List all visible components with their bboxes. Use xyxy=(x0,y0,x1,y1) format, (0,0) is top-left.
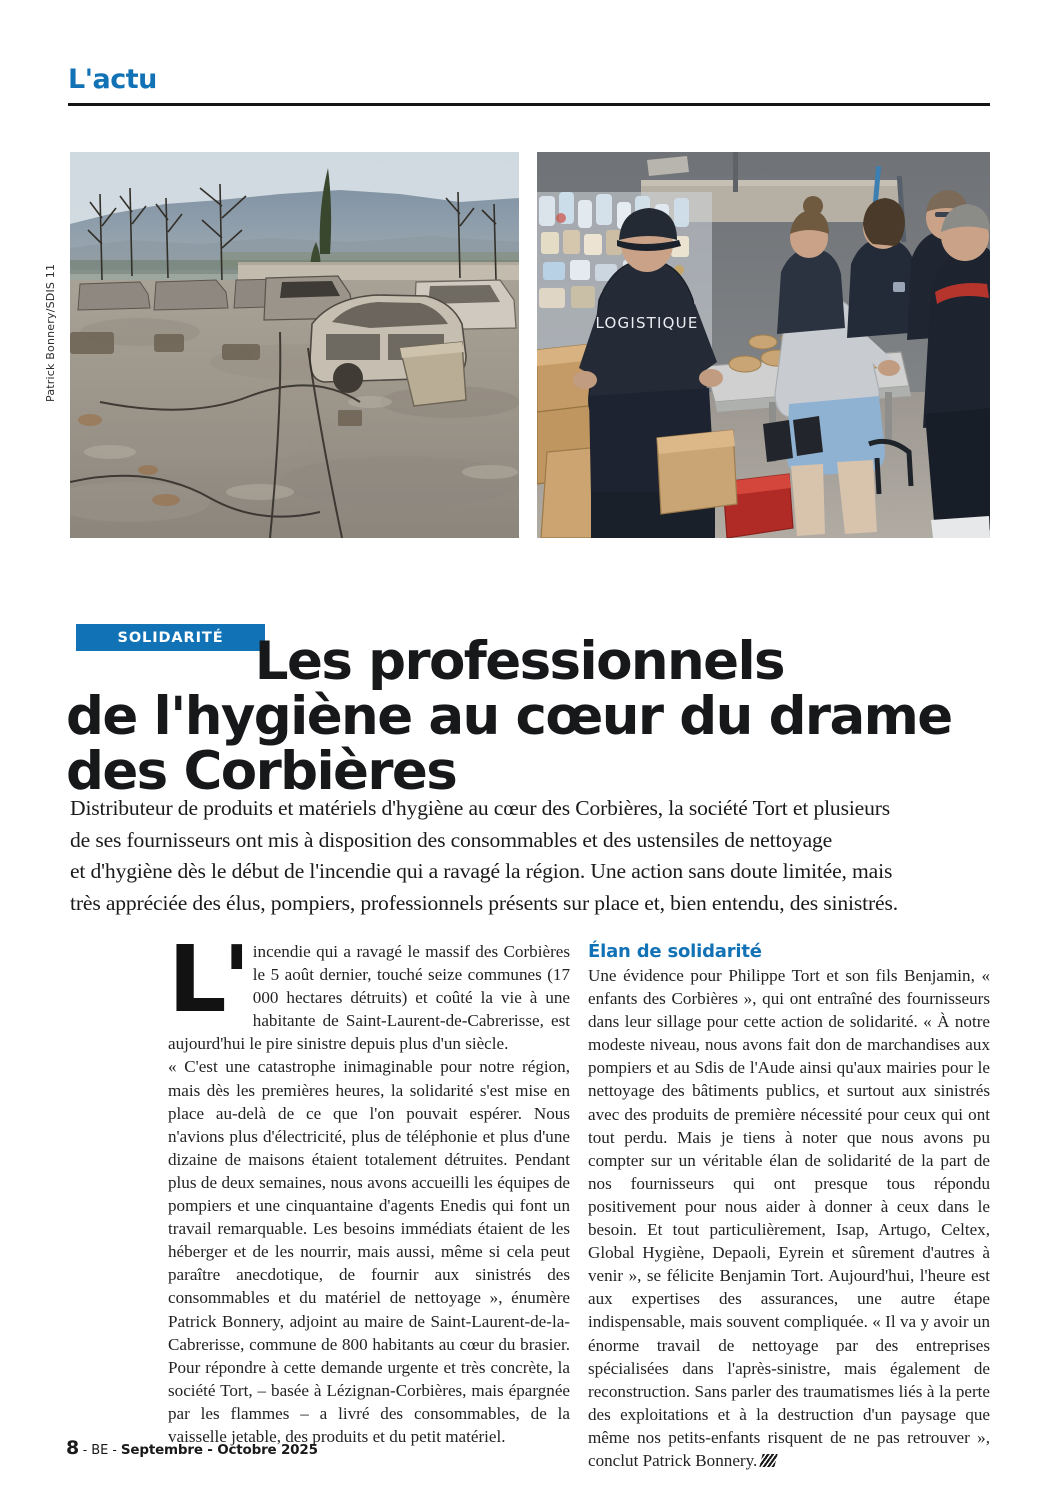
body-text-3 xyxy=(588,964,990,1472)
section-subhead: Élan de solidarité xyxy=(588,941,762,962)
headline-line-3: des Corbières xyxy=(66,740,457,802)
standfirst-line-4: très appréciée des élus, pompiers, professionnels présents sur place et, bien entendu, des sinistrés. xyxy=(70,890,898,915)
photo-fire-aftermath xyxy=(70,152,519,538)
standfirst-line-1: Distributeur de produits et matériels d'hygiène au cœur des Corbières, la société Tort et plusieurs xyxy=(70,796,891,820)
photo-logistics-sorting xyxy=(537,152,990,538)
page-footer xyxy=(66,1437,318,1459)
section-rubric: L'actu xyxy=(68,64,157,95)
photo-credit: Patrick Bonnery/SDIS 11 xyxy=(44,263,57,402)
body-column-right xyxy=(588,940,990,1472)
drop-cap: L' xyxy=(168,926,247,1033)
body-text-1: incendie qui a ravagé le massif des Corbières le 5 août dernier, touché seize communes (17 000 hectares détruits) et coûté la vie à une habitante de Saint-Laurent-de-Cabrerisse, est aujourd'hui le pire sinistre depuis plus d'un siècle. xyxy=(168,942,570,1054)
body-text-3-content: Une évidence pour Philippe Tort et son fils Benjamin, « enfants des Corbières », qui ont entraîné des fournisseurs dans leur sillage pour cette action de solidarité. « À notre modeste niveau, nous avons fait don de marchandises aux pompiers et au Sdis de l'Aude ainsi qu'aux mairies pour le nettoyage des bâtiments publics, et surtout aux sinistrés avec des produits de première nécessité pour ceux qui ont tout perdu. Mais je tiens à noter que nous avons pu compter sur un véritable élan de solidarité de la part de nos fournisseurs qui ont presque tous répondu positivement pour nous aider à donner à ceux dans le besoin. Et tout particulièrement, Isap, Artugo, Celtex, Global Hygiène, Depaoli, Eyrein et sûrement d'autres à venir », se félicite Benjamin Tort. Aujourd'hui, l'heure est aux expertises des assurances, une autre étape indispensable, mais souvent compliquée. « Il va y avoir un énorme travail de nettoyage par des entreprises spécialisées dans l'après-sinistre, mais également de reconstruction. Sans parler des traumatismes liés à la perte des exploitations et à la destruction d'un paysage que même nos petits-enfants risquent de ne pas retrouver », conclut Patrick Bonnery. xyxy=(588,966,990,1470)
issue-date: Septembre - Octobre 2025 xyxy=(120,1442,318,1458)
headline-line-2: de l'hygiène au cœur du drame xyxy=(66,685,952,747)
footer-separator-1: - xyxy=(82,1442,88,1457)
headline-line-1: Les professionnels xyxy=(254,630,784,692)
body-column-left xyxy=(168,926,570,1448)
standfirst-line-3: et d'hygiène dès le début de l'incendie qui a ravagé la région. Une action sans doute limitée, mais xyxy=(70,859,893,883)
header-rule xyxy=(68,103,990,106)
page-number: 8 xyxy=(66,1437,79,1459)
body-text-2: « C'est une catastrophe inimaginable pour notre région, mais dès les premières heures, la solidarité s'est mise en place au-delà de ce que l'on pouvait espérer. Nous n'avions plus d'électricité, plus de téléphonie et plus d'une dizaine de maisons étaient totalement détruites. Pendant plus de deux semaines, nous avons accueilli les équipes de pompiers et une cinquantaine d'agents Enedis qui font un travail remarquable. Les besoins immédiats étaient de les héberger et de les nourrir, mais aussi, même si cela peut paraître anecdotique, de fournir aux sinistrés des consommables et du matériel de nettoyage », énumère Patrick Bonnery, adjoint au maire de Saint-Laurent-de-la-Cabrerisse, commune de 800 habitants au cœur du brasier. Pour répondre à cette demande urgente et très concrète, la société Tort, – basée à Lézignan-Corbières, mais épargnée par les flammes – a livré des consommables, de la vaisselle jetable, des produits et du petit matériel. xyxy=(168,1057,570,1446)
standfirst-line-2: de ses fournisseurs ont mis à disposition des consommables et des ustensiles de nettoyage xyxy=(70,827,833,852)
footer-separator-2: - xyxy=(112,1442,117,1457)
publication-name: BE xyxy=(91,1443,109,1458)
article-headline xyxy=(66,630,996,802)
body-paragraph-1 xyxy=(168,926,570,1055)
article-standfirst xyxy=(70,793,995,919)
article-kicker: SOLIDARITÉ xyxy=(76,624,265,651)
svg-text:LOGISTIQUE: LOGISTIQUE xyxy=(595,314,699,332)
end-of-article-mark xyxy=(760,1454,778,1467)
